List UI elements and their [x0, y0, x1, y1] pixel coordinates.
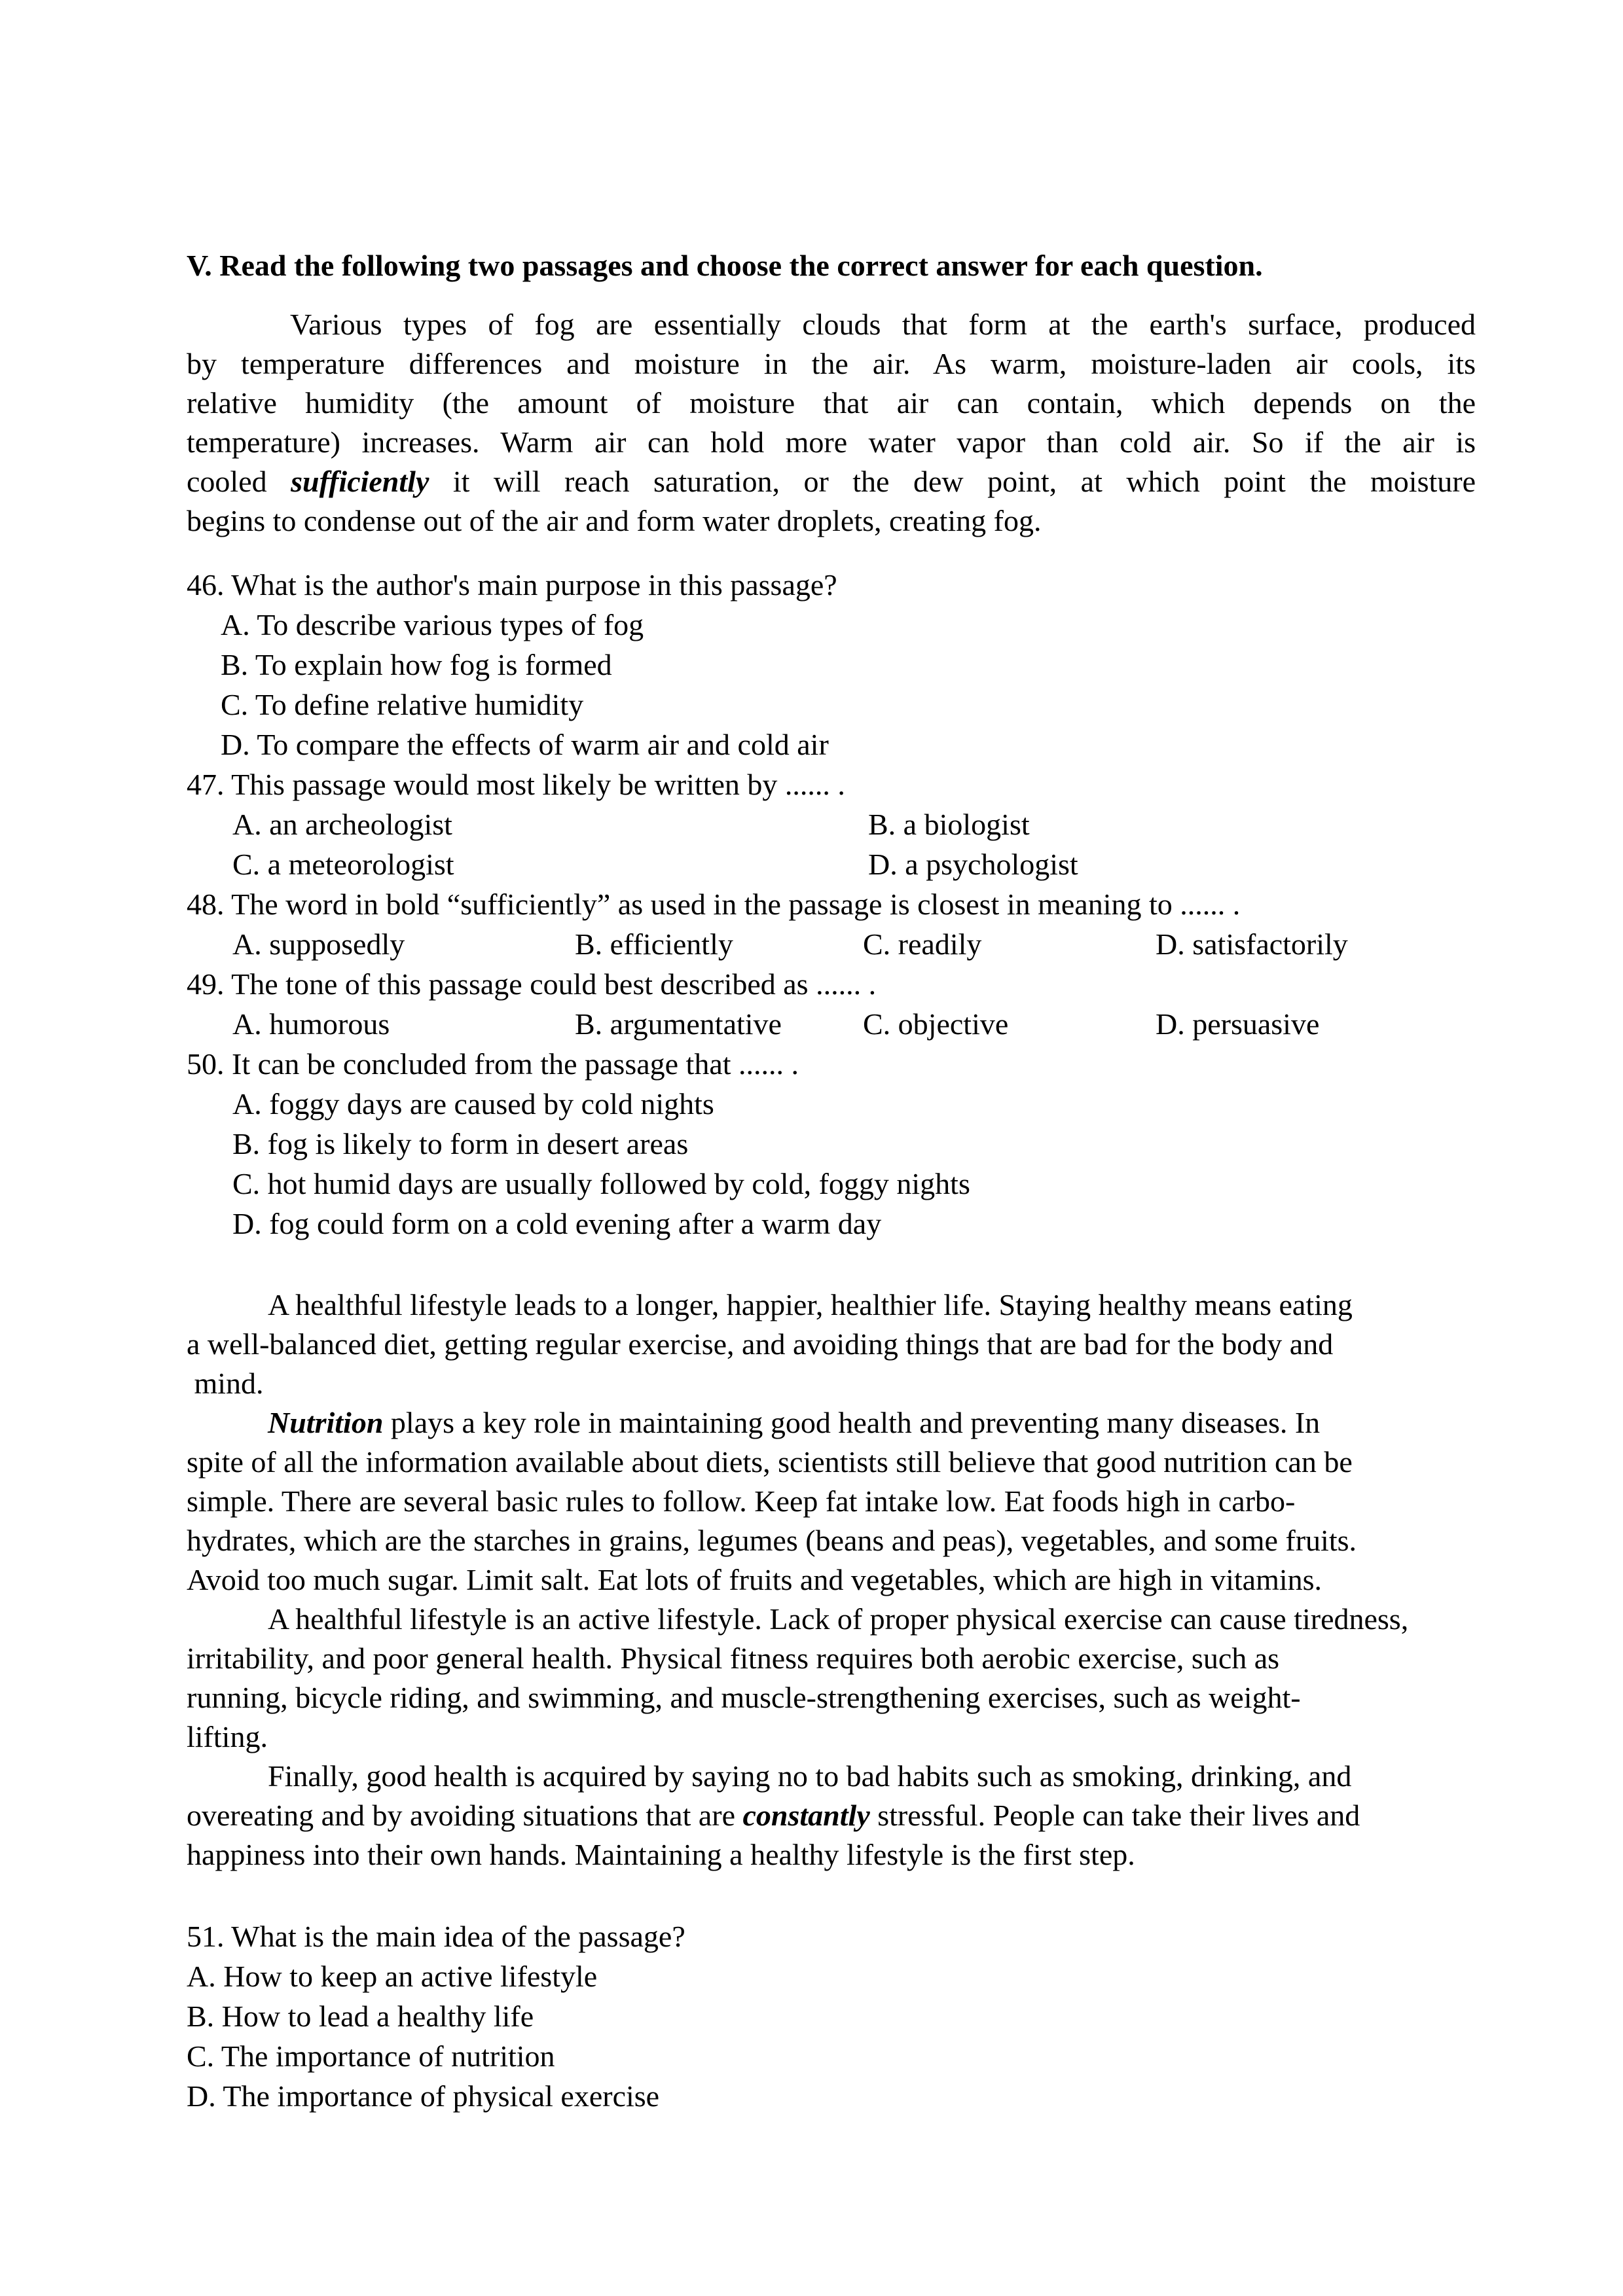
- answer-option-row: [187, 1004, 1476, 1044]
- text-segment: Various types of fog are essentially clouds that form at the earth's surface, produced: [290, 308, 1476, 341]
- question-text: 46. What is the author's main purpose in this passage?: [187, 568, 837, 601]
- text-segment: happiness into their own hands. Maintaining a healthy lifestyle is the first step.: [187, 1838, 1135, 1871]
- answer-option: D. fog could form on a cold evening after a warm day: [232, 1207, 882, 1240]
- passage-line: [187, 462, 1476, 501]
- passage-line: [187, 305, 1476, 344]
- text-segment: running, bicycle riding, and swimming, and muscle-strengthening exercises, such as weight-: [187, 1681, 1301, 1714]
- text-segment: hydrates, which are the starches in grains, legumes (beans and peas), vegetables, and some fruits.: [187, 1524, 1357, 1557]
- answer-option: C. hot humid days are usually followed by cold, foggy nights: [232, 1167, 970, 1200]
- text-segment: Avoid too much sugar. Limit salt. Eat lots of fruits and vegetables, which are high in vitamins.: [187, 1563, 1322, 1596]
- passage-line: [187, 1678, 1476, 1717]
- emphasis-text: constantly: [742, 1799, 870, 1832]
- passage-line: [187, 1443, 1476, 1482]
- answer-option: A. humorous: [232, 1007, 390, 1041]
- question-text: 50. It can be concluded from the passage that ...... .: [187, 1047, 799, 1081]
- text-segment: it will reach saturation, or the dew point, at which point the moisture: [429, 465, 1476, 498]
- passage-line: [187, 384, 1476, 423]
- text-segment: cooled: [187, 465, 291, 498]
- passage-line: [187, 1757, 1476, 1796]
- answer-option: D. a psychologist: [868, 848, 1078, 881]
- answer-option: B. fog is likely to form in desert areas: [232, 1127, 689, 1160]
- passage-line: [187, 1403, 1476, 1443]
- answer-option: B. How to lead a healthy life: [187, 2000, 534, 2033]
- emphasis-text: Nutrition: [268, 1406, 384, 1439]
- answer-option: A. foggy days are caused by cold nights: [232, 1087, 714, 1121]
- questions-46-50: [187, 565, 1476, 1244]
- emphasis-text: sufficiently: [291, 465, 429, 498]
- text-segment: begins to condense out of the air and form water droplets, creating fog.: [187, 504, 1042, 537]
- answer-option: C. readily: [863, 927, 982, 961]
- passage-line: [187, 1482, 1476, 1521]
- answer-option: B. efficiently: [575, 927, 733, 961]
- answer-option: C. The importance of nutrition: [187, 2039, 555, 2073]
- question-51: [187, 1916, 1476, 2116]
- answer-option-row: [187, 844, 1476, 884]
- passage-line: [187, 1560, 1476, 1600]
- text-segment: overeating and by avoiding situations that are: [187, 1799, 743, 1832]
- question-block: [187, 764, 1476, 884]
- answer-option: D. persuasive: [1156, 1007, 1320, 1041]
- text-segment: temperature) increases. Warm air can hold more water vapor than cold air. So if the air is: [187, 425, 1476, 459]
- text-segment: spite of all the information available about diets, scientists still believe that good nutrition can be: [187, 1445, 1353, 1479]
- question-block: [187, 884, 1476, 964]
- question-block: [187, 1916, 1476, 2116]
- section-heading: V. Read the following two passages and choose the correct answer for each question.: [187, 249, 1263, 282]
- answer-option: C. a meteorologist: [232, 848, 454, 881]
- answer-option: A. To describe various types of fog: [221, 608, 644, 641]
- text-segment: A healthful lifestyle leads to a longer, happier, healthier life. Staying healthy means eating: [268, 1288, 1353, 1321]
- answer-option: D. To compare the effects of warm air and cold air: [221, 728, 829, 761]
- question-text: 49. The tone of this passage could best described as ...... .: [187, 967, 877, 1001]
- passage-line: [187, 423, 1476, 462]
- passage-line: [187, 1600, 1476, 1639]
- passage-line: [187, 501, 1476, 541]
- text-segment: plays a key role in maintaining good health and preventing many diseases. In: [383, 1406, 1321, 1439]
- text-segment: A healthful lifestyle is an active lifestyle. Lack of proper physical exercise can cause tiredness,: [268, 1602, 1409, 1636]
- answer-option: B. argumentative: [575, 1007, 782, 1041]
- text-segment: irritability, and poor general health. Physical fitness requires both aerobic exercise, such as: [187, 1641, 1280, 1675]
- text-segment: stressful. People can take their lives and: [869, 1799, 1360, 1832]
- answer-option: A. an archeologist: [232, 808, 452, 841]
- text-segment: a well-balanced diet, getting regular exercise, and avoiding things that are bad for the body and: [187, 1327, 1334, 1361]
- answer-option: D. The importance of physical exercise: [187, 2079, 660, 2113]
- passage-line: [187, 1717, 1476, 1757]
- text-segment: lifting.: [187, 1720, 268, 1753]
- question-block: [187, 1044, 1476, 1244]
- passage-line: [187, 1285, 1476, 1325]
- text-segment: by temperature differences and moisture in the air. As warm, moisture-laden air cools, its: [187, 347, 1476, 380]
- question-text: 51. What is the main idea of the passage?: [187, 1920, 685, 1953]
- health-passage: [187, 1285, 1476, 1874]
- question-block: [187, 964, 1476, 1044]
- question-text: 47. This passage would most likely be written by ...... .: [187, 768, 845, 801]
- answer-option: B. a biologist: [868, 808, 1030, 841]
- passage-line: [187, 344, 1476, 384]
- passage-line: [187, 1835, 1476, 1874]
- answer-option: A. supposedly: [232, 927, 405, 961]
- passage-line: [187, 1364, 1476, 1403]
- answer-option: C. To define relative humidity: [221, 688, 584, 721]
- passage-line: [187, 1325, 1476, 1364]
- passage-line: [187, 1639, 1476, 1678]
- answer-option: D. satisfactorily: [1156, 927, 1348, 961]
- answer-option-row: [187, 804, 1476, 844]
- answer-option: C. objective: [863, 1007, 1009, 1041]
- answer-option-row: [187, 924, 1476, 964]
- fog-passage: [187, 305, 1476, 541]
- passage-line: [187, 1521, 1476, 1560]
- text-segment: relative humidity (the amount of moisture that air can contain, which depends on the: [187, 386, 1476, 420]
- question-text: 48. The word in bold “sufficiently” as used in the passage is closest in meaning to ...... .: [187, 888, 1241, 921]
- question-block: [187, 565, 1476, 764]
- passage-line: [187, 1796, 1476, 1835]
- answer-option: B. To explain how fog is formed: [221, 648, 612, 681]
- text-segment: mind.: [187, 1367, 264, 1400]
- answer-option: A. How to keep an active lifestyle: [187, 1960, 598, 1993]
- text-segment: simple. There are several basic rules to follow. Keep fat intake low. Eat foods high in carbo-: [187, 1484, 1296, 1518]
- text-segment: Finally, good health is acquired by saying no to bad habits such as smoking, drinking, and: [268, 1759, 1352, 1793]
